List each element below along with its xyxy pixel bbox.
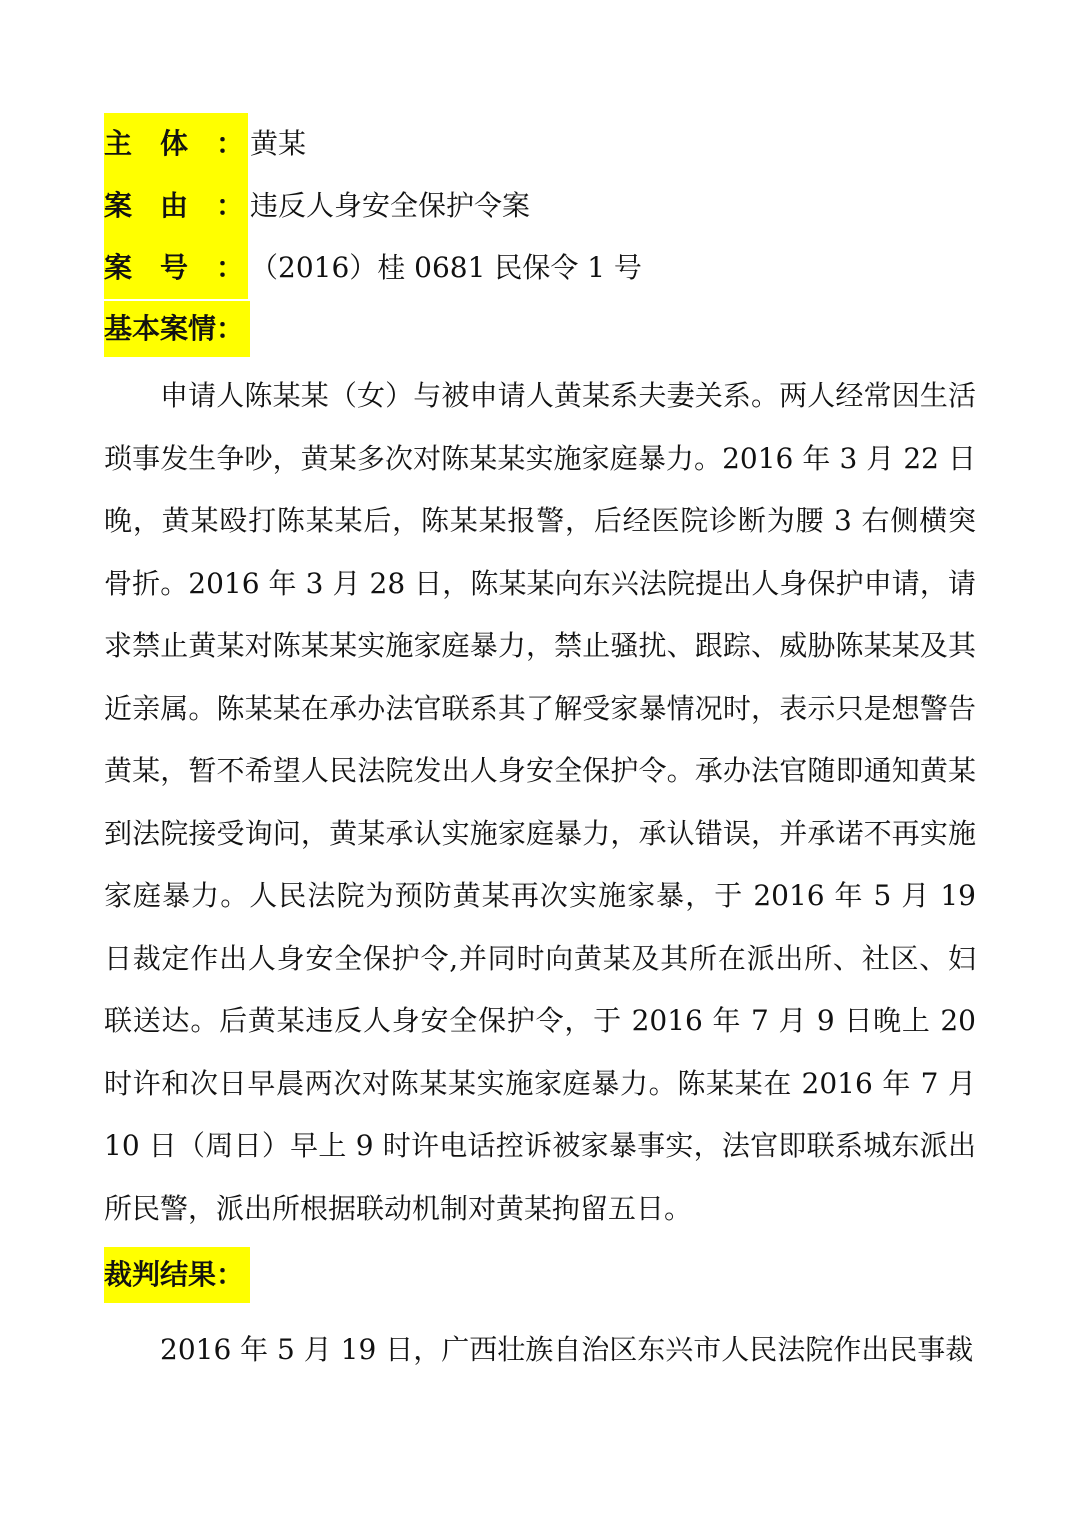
field-case-number-label-char: 号 (159, 251, 188, 284)
section-heading-judgment: 裁判结果： (104, 1247, 250, 1303)
field-subject-label-char: 主 (104, 127, 133, 160)
section-heading-basic-facts: 基本案情： (104, 301, 250, 357)
field-subject (104, 113, 306, 175)
field-subject-label (104, 113, 248, 175)
field-cause-value: 违反人身安全保护令案 (250, 189, 531, 222)
field-case-number-label-char: ： (215, 251, 244, 284)
field-case-number-label-char: 案 (104, 251, 133, 284)
field-subject-label-char: 体 (159, 127, 188, 160)
field-cause-label-char: 案 (104, 189, 133, 222)
field-subject-label-char: ： (215, 127, 244, 160)
paragraph-judgment: 2016 年 5 月 19 日，广西壮族自治区东兴市人民法院作出民事裁 (160, 1333, 974, 1366)
paragraph-basic-facts: 申请人陈某某（女）与被申请人黄某系夫妻关系。两人经常因生活琐事发生争吵，黄某多次对陈某某实施家庭暴力。2016 年 3 月 22 日晚，黄某殴打陈某某后，陈某某报警，后经医院诊断为腰 3 右侧横突骨折。2016 年 3 月 28 日，陈某某向东兴法院提出人身保护申请，请求禁止黄某对陈某某实施家庭暴力，禁止骚扰、跟踪、威胁陈某某及其近亲属。陈某某在承办法官联系其了解受家暴情况时，表示只是想警告黄某，暂不希望人民法院发出人身安全保护令。承办法官随即通知黄某到法院接受询问，黄某承认实施家庭暴力，承认错误，并承诺不再实施家庭暴力。人民法院为预防黄某再次实施家暴，于 2016 年 5 月 19 日裁定作出人身安全保护令,并同时向黄某及其所在派出所、社区、妇联送达。后黄某违反人身安全保护令，于 2016 年 7 月 9 日晚上 20 时许和次日早晨两次对陈某某实施家庭暴力。陈某某在 2016 年 7 月 10 日（周日）早上 9 时许电话控诉被家暴事实，法官即联系城东派出所民警，派出所根据联动机制对黄某拘留五日。 (104, 379, 976, 1225)
field-cause-label-char: 由 (159, 189, 188, 222)
field-cause-label (104, 175, 248, 237)
field-case-number-value: （2016）桂 0681 民保令 1 号 (250, 251, 642, 284)
field-subject-value: 黄某 (250, 127, 307, 160)
field-case-number-label (104, 237, 248, 299)
field-case-number (104, 237, 642, 299)
field-cause-label-char: ： (215, 189, 244, 222)
field-cause (104, 175, 530, 237)
